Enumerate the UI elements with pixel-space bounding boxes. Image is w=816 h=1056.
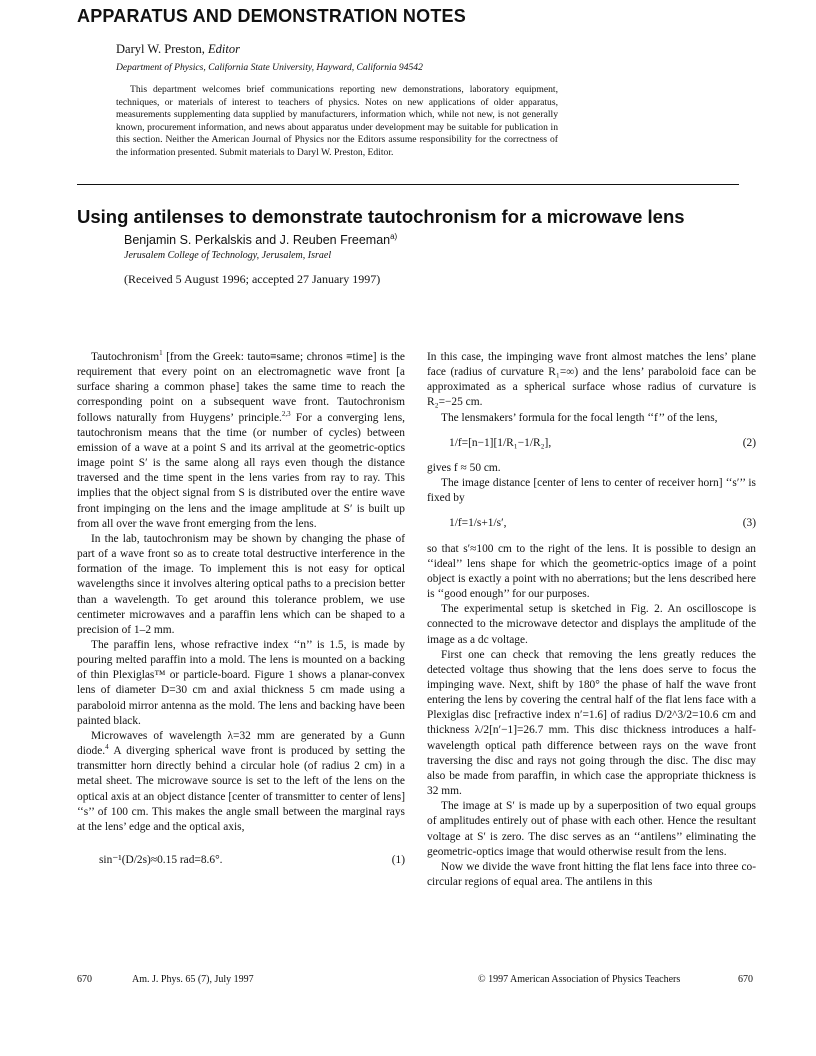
page-number-left: 670 bbox=[77, 974, 92, 985]
author-names: Benjamin S. Perkalskis and J. Reuben Freeman bbox=[124, 233, 391, 247]
equation-body: 1/f=[n−1][1/R₁−1/R₂], bbox=[449, 436, 552, 449]
equation-1 bbox=[77, 853, 405, 868]
article-authors bbox=[124, 233, 397, 247]
paragraph bbox=[77, 350, 405, 532]
equation-number: (1) bbox=[391, 854, 405, 866]
text-run: [from the Greek: tauto≡same; chronos ≡time] is the requirement that every point on an electromagnetic wave front [a surface sharing a common phase] takes the same time to reach the corresponding point on a subsequent wave front. Tautochronism follows naturally from Huygens’ principle. bbox=[77, 351, 405, 424]
text-run: A diverging spherical wave front is produced by setting the transmitter horn directly behind a circular hole (of radius 2 cm) in a metal sheet. The microwave source is set to the left of the lens on the optical axis at an object distance [center of transmitter to center of lens] ‘‘s’’ of 100 cm. This makes the angle small between the marginal rays at the lens’ edge and the optical axis, bbox=[77, 745, 405, 833]
text-run: Microwaves of wavelength λ=32 mm are generated by a Gunn diode. bbox=[77, 729, 405, 758]
paragraph: In this case, the impinging wave front almost matches the lens’ plane face (radius of curvature R₁=∞) and the lens’ paraboloid face can be approximated as a spherical surface whose radius of curvature is R₂=−25 cm. bbox=[427, 351, 756, 409]
paragraph: The paraffin lens, whose refractive index ‘‘n’’ is 1.5, is made by pouring melted paraffin into a mold. The lens is mounted on a backing of thin Plexiglas™ or particle-board. Figure 1 shows a planar-convex lens of diameter D=30 cm and axial thickness 5 cm made using a paraboloid mirror antenna as the mold. The lens and backing have been painted black. bbox=[77, 638, 405, 727]
paragraph: In the lab, tautochronism may be shown by changing the phase of part of a wave front so as to create total destructive interference in the formation of the image. To implement this is not easy for optical wavelengths since it involves altering optical paths to a precision better than a wavelength. To get around this tolerance problem, we use centimeter microwaves and a paraffin lens which can be shaped to a precision of 1–2 mm. bbox=[77, 532, 405, 636]
paragraph: First one can check that removing the lens greatly reduces the detected voltage thus showing that the lens does serve to focus the impinging wave. Next, shift by 180° the phase of half the wave front entering the lens by covering the central half of the flat lens face with a Plexiglas disc [refractive index n′=1.6] of radius D/2^3/2=10.6 cm and thickness λ/2[n′−1]=26.7 mm. This disc thickness introduces a half-wavelength optical path difference between rays on the wave front traversing the disc and rays not going through the disc. The disc may also be made from paraffin, in which case the appropriate thickness is 32 mm. bbox=[427, 648, 756, 798]
text-run: For a converging lens, tautochronism means that the time (or number of cycles) between emission of a wave at a point S and its arrival at the geometric-optics image point S′ is the same along all rays even though the distance traversed and the time spent in the lens varies from ray to ray. This implies that the object signal from S is distributed over the entire wave front impinging on the lens and the image amplitude at S′ is built up from all over the wave front emerging from the lens. bbox=[77, 411, 405, 530]
page-number-right: 670 bbox=[738, 974, 753, 985]
paragraph: gives f ≈ 50 cm. bbox=[427, 461, 501, 474]
equation-number: (3) bbox=[742, 517, 756, 530]
paragraph bbox=[77, 729, 405, 835]
paragraph: The image distance [center of lens to center of receiver horn] ‘‘s′’’ is fixed by bbox=[427, 477, 756, 505]
section-intro: This department welcomes brief communications reporting new demonstrations, laboratory equipment, techniques, or materials of interest to teachers of physics. Notes on new applications of older apparatus, measurements supplementing data supplied by manufacturers, information which, while not new, is not generally known, procurement information, and news about apparatus under development may be suitable for publication in this section. Neither the American Journal of Physics nor the Editors assume responsibility for the correctness of the information presented. Submit materials to Daryl W. Preston, Editor. bbox=[116, 84, 558, 158]
section-heading: APPARATUS AND DEMONSTRATION NOTES bbox=[77, 6, 466, 26]
equation-2 bbox=[427, 436, 756, 451]
paragraph: The lensmakers’ formula for the focal length ‘‘f’’ of the lens, bbox=[441, 411, 718, 424]
editor-line bbox=[116, 42, 240, 57]
author-footnote-marker: a) bbox=[390, 231, 398, 241]
left-column bbox=[77, 350, 405, 868]
equation-body: sin⁻¹(D/2s)≈0.15 rad=8.6°. bbox=[99, 854, 223, 866]
department-address: Department of Physics, California State University, Hayward, California 94542 bbox=[116, 62, 423, 73]
paragraph: so that s′≈100 cm to the right of the lens. It is possible to design an ‘‘ideal’’ lens shape for which the geometric-optics image of a point object is exactly a point with no aberrations; but the lens described here is ‘‘good enough’’ for our purposes. bbox=[427, 542, 756, 601]
article-title: Using antilenses to demonstrate tautochronism for a microwave lens bbox=[77, 206, 685, 227]
text-run: Tautochronism bbox=[91, 351, 160, 363]
footnote-marker: 1 bbox=[159, 349, 163, 358]
right-column bbox=[427, 350, 756, 890]
journal-citation: Am. J. Phys. 65 (7), July 1997 bbox=[132, 974, 254, 985]
equation-3 bbox=[427, 516, 756, 531]
header-divider bbox=[77, 184, 739, 185]
paragraph: The image at S′ is made up by a superposition of two equal groups of amplitudes entirely out of phase with each other. Hence the resultant voltage at S′ is zero. The disc serves as an ‘‘antilens’’ eliminating the geometric-optics image that would otherwise result from the lens. bbox=[427, 800, 756, 858]
editor-role: Editor bbox=[208, 42, 240, 56]
copyright-notice: © 1997 American Association of Physics Teachers bbox=[478, 974, 681, 985]
equation-body: 1/f=1/s+1/s′, bbox=[449, 517, 507, 530]
author-affiliation: Jerusalem College of Technology, Jerusalem, Israel bbox=[124, 250, 332, 261]
footnote-marker: 2,3 bbox=[281, 409, 291, 418]
editor-name: Daryl W. Preston, bbox=[116, 42, 205, 56]
received-dates: (Received 5 August 1996; accepted 27 January 1997) bbox=[124, 272, 381, 286]
equation-number: (2) bbox=[742, 436, 756, 449]
paragraph: Now we divide the wave front hitting the flat lens face into three co-circular regions of equal area. The antilens in this bbox=[427, 860, 756, 888]
footnote-marker: 4 bbox=[105, 743, 109, 752]
paragraph: The experimental setup is sketched in Fig. 2. An oscilloscope is connected to the microwave detector and displays the amplitude of the image as a dc voltage. bbox=[427, 603, 756, 646]
